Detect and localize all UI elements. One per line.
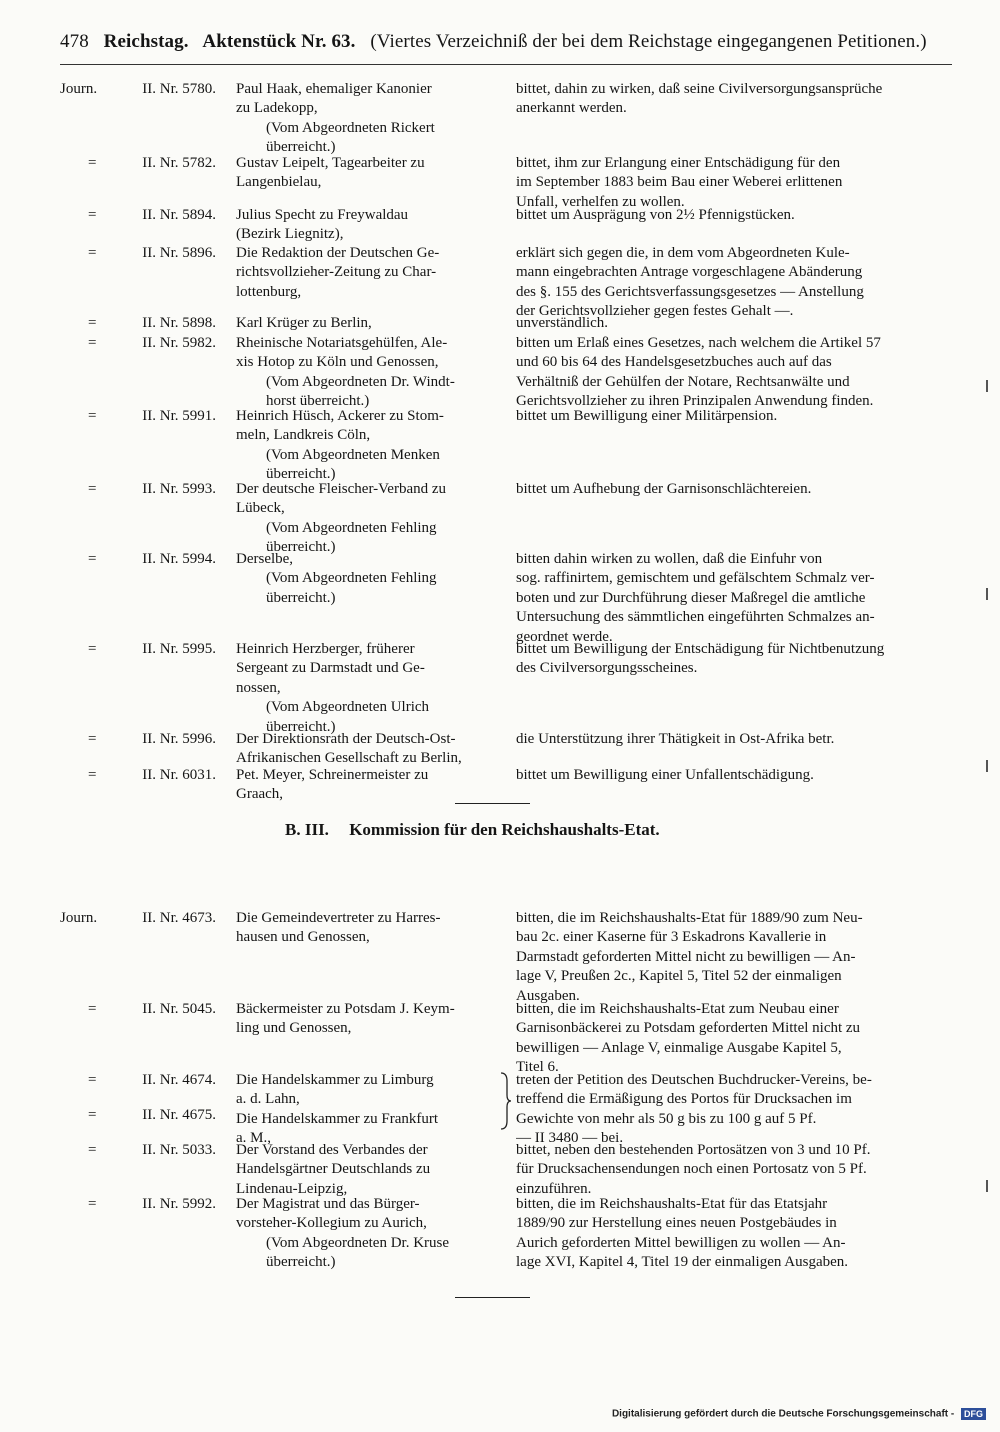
petitioner-line: überreicht.): [266, 589, 336, 606]
request-text: [516, 766, 952, 785]
petition-number: II. Nr. 5995.: [142, 641, 216, 657]
ditto-mark: =: [88, 155, 97, 171]
petitioner: [236, 1000, 498, 1039]
petitioner-line: zu Ladekopp,: [236, 100, 318, 117]
journal-reference: [60, 550, 216, 570]
petitioner: [236, 407, 498, 485]
petitioner: [236, 1195, 498, 1273]
journal-prefix: Journ.: [60, 81, 98, 97]
petitioner-line: Der Direktionsrath der Deutsch-Ost-: [236, 731, 456, 747]
journal-reference: [60, 314, 216, 334]
petition-number: II. Nr. 4675.: [142, 1107, 216, 1123]
petitioner-line: hausen und Genossen,: [236, 929, 370, 946]
request-line: bittet um Aufhebung der Garnisonschlächtereien.: [516, 481, 812, 497]
document-number: Aktenstück Nr. 63.: [202, 31, 356, 52]
request-text: [516, 80, 952, 119]
request-text: [516, 154, 952, 212]
request-text: [516, 480, 952, 499]
request-line: und 60 bis 64 des Handelsgesetzbuches auch auf das: [516, 354, 832, 371]
request-line: 1889/90 zur Herstellung eines neuen Postgebäudes in: [516, 1215, 837, 1232]
petitioner-line: ling und Genossen,: [236, 1020, 352, 1037]
journal-reference: [60, 1000, 216, 1020]
section-divider: [455, 803, 530, 804]
petitioner-line: Die Redaktion der Deutschen Ge-: [236, 245, 440, 261]
request-line: sog. raffinirtem, gemischtem und gefälschtem Schmalz ver-: [516, 570, 875, 587]
ditto-mark: =: [88, 731, 97, 747]
request-line: Aurich geforderten Mittel bewilligen zu wollen — An-: [516, 1234, 846, 1251]
request-line: bittet um Ausprägung von 2½ Pfennigstücken.: [516, 207, 795, 223]
journal-reference: [60, 206, 216, 226]
margin-mark: [986, 760, 988, 772]
request-line: lage XVI, Kapitel 4, Titel 19 der einmaligen Ausgaben.: [516, 1254, 849, 1271]
request-line: Gewichte von mehr als 50 g bis zu 100 g auf 5 Pf.: [516, 1110, 817, 1127]
petition-number: II. Nr. 5992.: [142, 1196, 216, 1212]
petitioner-line: Der Magistrat und das Bürger-: [236, 1196, 420, 1212]
petitioner: [236, 766, 498, 805]
ditto-mark: =: [88, 551, 97, 567]
journal-reference: [60, 1106, 216, 1126]
ditto-mark: =: [88, 481, 97, 497]
footer: [612, 1408, 986, 1420]
section-label: B. III.: [285, 820, 329, 839]
margin-mark: [986, 588, 988, 600]
journal-reference: [60, 1141, 216, 1161]
request-line: bau 2c. einer Kaserne für 3 Eskadrons Kavallerie in: [516, 929, 827, 946]
petition-number: II. Nr. 5045.: [142, 1001, 216, 1017]
ditto-mark: =: [88, 1001, 97, 1017]
petitioner-line: (Bezirk Liegnitz),: [236, 226, 344, 243]
request-line: bitten, die im Reichshaushalts-Etat zum Neubau einer: [516, 1001, 839, 1017]
petitioner-line: nossen,: [236, 679, 281, 696]
petitioner-line: (Vom Abgeordneten Fehling: [266, 570, 437, 587]
petitioner: [236, 80, 498, 158]
petitioner: [236, 480, 498, 558]
page-header: [60, 30, 960, 54]
request-line: des §. 155 des Gerichtsverfassungsgesetzes — Anstellung: [516, 283, 864, 300]
petition-number: II. Nr. 5982.: [142, 335, 216, 351]
petitioner-line: Lindenau-Leipzig,: [236, 1180, 348, 1197]
journal-prefix: Journ.: [60, 910, 98, 926]
petitioner: [236, 1071, 498, 1149]
petitioner-line: Heinrich Hüsch, Ackerer zu Stom-: [236, 408, 444, 424]
request-line: für Drucksachensendungen noch einen Portosatz von 5 Pf.: [516, 1161, 867, 1178]
ditto-mark: =: [88, 207, 97, 223]
petitioner: [236, 314, 498, 333]
journal-reference: [60, 730, 216, 750]
request-line: Ausgaben.: [516, 987, 580, 1004]
ditto-mark: =: [88, 767, 97, 783]
ditto-mark: =: [88, 315, 97, 331]
page-number: 478: [60, 31, 89, 52]
petitioner: [236, 640, 498, 737]
request-line: des Civilversorgungsscheines.: [516, 660, 698, 677]
document-subtitle: (Viertes Verzeichniß der bei dem Reichstage eingegangenen Petitionen.): [370, 31, 927, 52]
petitioner-line: Sergeant zu Darmstadt und Ge-: [236, 660, 425, 677]
journal-reference: [60, 407, 216, 427]
request-text: [516, 407, 952, 426]
petitioner-line: Afrikanischen Gesellschaft zu Berlin,: [236, 750, 462, 767]
ditto-mark: =: [88, 1107, 97, 1123]
journal-reference: [60, 244, 216, 264]
petitioner-line: (Vom Abgeordneten Fehling: [266, 519, 437, 536]
end-divider: [455, 1297, 530, 1298]
margin-mark: [986, 1180, 988, 1192]
request-line: im September 1883 beim Bau einer Weberei erlittenen: [516, 174, 843, 191]
petition-number: II. Nr. 5896.: [142, 245, 216, 261]
journal-reference: [60, 334, 216, 354]
journal-reference: [60, 80, 216, 100]
petitioner-line: Karl Krüger zu Berlin,: [236, 315, 372, 331]
ditto-mark: =: [88, 245, 97, 261]
request-line: Gerichtsvollzieher zu ihren Prinzipalen Anwendung finden.: [516, 393, 874, 410]
request-line: Untersuchung des sämmtlichen eingeführten Schmalzes an-: [516, 609, 875, 626]
petitioner-line: lottenburg,: [236, 283, 302, 300]
petitioner-line: vorsteher-Kollegium zu Aurich,: [236, 1215, 427, 1232]
request-line: bitten, die im Reichshaushalts-Etat für das Etatsjahr: [516, 1196, 828, 1212]
petitioner-line: (Vom Abgeordneten Dr. Windt-: [266, 373, 455, 390]
petition-number: II. Nr. 4673.: [142, 910, 216, 926]
request-line: bewilligen — Anlage V, einmalige Ausgabe Kapitel 5,: [516, 1039, 842, 1056]
petitioner-line: (Vom Abgeordneten Menken: [266, 446, 440, 463]
request-text: [516, 1141, 952, 1199]
request-line: anerkannt werden.: [516, 100, 627, 117]
journal-reference: [60, 909, 216, 929]
request-text: [516, 244, 952, 322]
request-line: Garnisonbäckerei zu Potsdam geforderten Mittel nicht zu: [516, 1020, 861, 1037]
margin-mark: [986, 380, 988, 392]
petition-number: II. Nr. 5898.: [142, 315, 216, 331]
petition-number: II. Nr. 5894.: [142, 207, 216, 223]
petitioner-line: (Vom Abgeordneten Dr. Kruse: [266, 1234, 450, 1251]
petitioner: [236, 334, 498, 412]
petitioner-line: Lübeck,: [236, 500, 285, 517]
request-line: mann eingebrachten Antrage vorgeschlagene Abänderung: [516, 264, 863, 281]
publication-name: Reichstag.: [103, 31, 189, 52]
ditto-mark: =: [88, 641, 97, 657]
journal-reference: [60, 1071, 216, 1091]
petitioner-line: (Vom Abgeordneten Ulrich: [266, 699, 430, 716]
footer-text: Digitalisierung gefördert durch die Deutsche Forschungsgemeinschaft -: [611, 1408, 955, 1420]
request-line: Unfall, verhelfen zu wollen.: [516, 193, 685, 210]
petitioner-line: Die Handelskammer zu Frankfurt: [236, 1110, 439, 1127]
section-title: Kommission für den Reichshaushalts-Etat.: [349, 820, 660, 839]
request-line: bitten um Erlaß eines Gesetzes, nach welchem die Artikel 57: [516, 335, 881, 351]
petitioner-line: (Vom Abgeordneten Rickert: [266, 119, 435, 136]
petitioner-line: Heinrich Herzberger, früherer: [236, 641, 415, 657]
journal-reference: [60, 154, 216, 174]
petition-number: II. Nr. 5994.: [142, 551, 216, 567]
petitioner-line: überreicht.): [266, 718, 336, 735]
request-line: die Unterstützung ihrer Thätigkeit in Ost-Afrika betr.: [516, 731, 835, 747]
dfg-logo: DFG: [961, 1408, 986, 1420]
request-text: [516, 314, 952, 333]
request-line: boten und zur Durchführung dieser Maßregel die amtliche: [516, 589, 866, 606]
ditto-mark: =: [88, 1142, 97, 1158]
petitioner-line: überreicht.): [266, 539, 336, 556]
grouping-brace: [498, 1071, 512, 1131]
request-text: [516, 334, 952, 412]
request-line: treten der Petition des Deutschen Buchdrucker-Vereins, be-: [516, 1072, 872, 1088]
petition-number: II. Nr. 5996.: [142, 731, 216, 747]
petition-number: II. Nr. 5991.: [142, 408, 216, 424]
petitioner-line: meln, Landkreis Cöln,: [236, 427, 371, 444]
request-text: [516, 909, 952, 1006]
journal-reference: [60, 640, 216, 660]
request-text: [516, 206, 952, 225]
petitioner-line: Gustav Leipelt, Tagearbeiter zu: [236, 155, 425, 171]
petitioner: [236, 154, 498, 193]
journal-reference: [60, 1195, 216, 1215]
header-rule: [60, 64, 952, 65]
petitioner-line: richtsvollzieher-Zeitung zu Char-: [236, 264, 437, 281]
request-text: [516, 1195, 952, 1273]
request-text: [516, 1000, 952, 1078]
ditto-mark: =: [88, 408, 97, 424]
petition-number: II. Nr. 5033.: [142, 1142, 216, 1158]
petitioner: [236, 206, 498, 245]
request-line: Darmstadt geforderten Mittel nicht zu bewilligen — An-: [516, 948, 856, 965]
petitioner-line: Handelsgärtner Deutschlands zu: [236, 1161, 431, 1178]
petitioner-line: Der Vorstand des Verbandes der: [236, 1142, 428, 1158]
petitioner-line: Bäckermeister zu Potsdam J. Keym-: [236, 1001, 455, 1017]
request-line: Verhältniß der Gehülfen der Notare, Rechtsanwälte und: [516, 373, 850, 390]
petition-number: II. Nr. 4674.: [142, 1072, 216, 1088]
journal-reference: [60, 480, 216, 500]
request-line: — II 3480 — bei.: [516, 1130, 624, 1147]
request-line: einzuführen.: [516, 1180, 592, 1197]
request-line: bittet um Bewilligung einer Unfallentschädigung.: [516, 767, 814, 783]
section-heading: [285, 820, 785, 840]
request-line: bittet, dahin zu wirken, daß seine Civilversorgungsansprüche: [516, 81, 883, 97]
request-line: der Gerichtsvollzieher gegen festes Gehalt —.: [516, 303, 794, 320]
petitioner: [236, 1141, 498, 1199]
request-text: [516, 640, 952, 679]
request-line: erklärt sich gegen die, in dem vom Abgeordneten Kule-: [516, 245, 850, 261]
petitioner-line: Graach,: [236, 786, 284, 803]
petitioner-line: Die Handelskammer zu Limburg: [236, 1072, 434, 1088]
petitioner-line: a. M.,: [236, 1130, 271, 1147]
petitioner-line: xis Hotop zu Köln und Genossen,: [236, 354, 439, 371]
petitioner-line: a. d. Lahn,: [236, 1091, 300, 1108]
petitioner-line: Rheinische Notariatsgehülfen, Ale-: [236, 335, 448, 351]
ditto-mark: =: [88, 1196, 97, 1212]
petitioner: [236, 244, 498, 302]
request-line: bittet, neben den bestehenden Portosätzen von 3 und 10 Pf.: [516, 1142, 871, 1158]
journal-reference: [60, 766, 216, 786]
petitioner-line: Der deutsche Fleischer-Verband zu: [236, 481, 447, 497]
request-line: unverständlich.: [516, 315, 609, 331]
request-line: Titel 6.: [516, 1059, 559, 1076]
request-line: bitten, die im Reichshaushalts-Etat für 1889/90 zum Neu-: [516, 910, 863, 926]
request-line: treffend die Ermäßigung des Portos für Drucksachen im: [516, 1091, 852, 1108]
petitioner-line: Die Gemeindevertreter zu Harres-: [236, 910, 441, 926]
request-line: bittet um Bewilligung einer Militärpension.: [516, 408, 778, 424]
request-line: bittet, ihm zur Erlangung einer Entschädigung für den: [516, 155, 841, 171]
petition-number: II. Nr. 6031.: [142, 767, 216, 783]
petitioner-line: Langenbielau,: [236, 174, 322, 191]
petitioner-line: Derselbe,: [236, 551, 294, 567]
petition-number: II. Nr. 5780.: [142, 81, 216, 97]
request-line: lage V, Preußen 2c., Kapitel 5, Titel 52 der einmaligen: [516, 968, 842, 985]
petitioner-line: überreicht.): [266, 1254, 336, 1271]
petitioner-line: überreicht.): [266, 139, 336, 156]
petitioner: [236, 730, 498, 769]
request-line: geordnet werde.: [516, 628, 613, 645]
request-text: [516, 730, 952, 749]
request-text: [516, 550, 952, 647]
petitioner: [236, 550, 498, 608]
petitioner-line: Julius Specht zu Freywaldau: [236, 207, 409, 223]
petitioner-line: Pet. Meyer, Schreinermeister zu: [236, 767, 429, 783]
petitioner-line: überreicht.): [266, 466, 336, 483]
petitioner-line: horst überreicht.): [266, 393, 370, 410]
request-text: [516, 1071, 952, 1149]
petition-number: II. Nr. 5993.: [142, 481, 216, 497]
request-line: bittet um Bewilligung der Entschädigung für Nichtbenutzung: [516, 641, 885, 657]
ditto-mark: =: [88, 335, 97, 351]
petitioner-line: Paul Haak, ehemaliger Kanonier: [236, 81, 432, 97]
ditto-mark: =: [88, 1072, 97, 1088]
petition-number: II. Nr. 5782.: [142, 155, 216, 171]
request-line: bitten dahin wirken zu wollen, daß die Einfuhr von: [516, 551, 823, 567]
petitioner: [236, 909, 498, 948]
